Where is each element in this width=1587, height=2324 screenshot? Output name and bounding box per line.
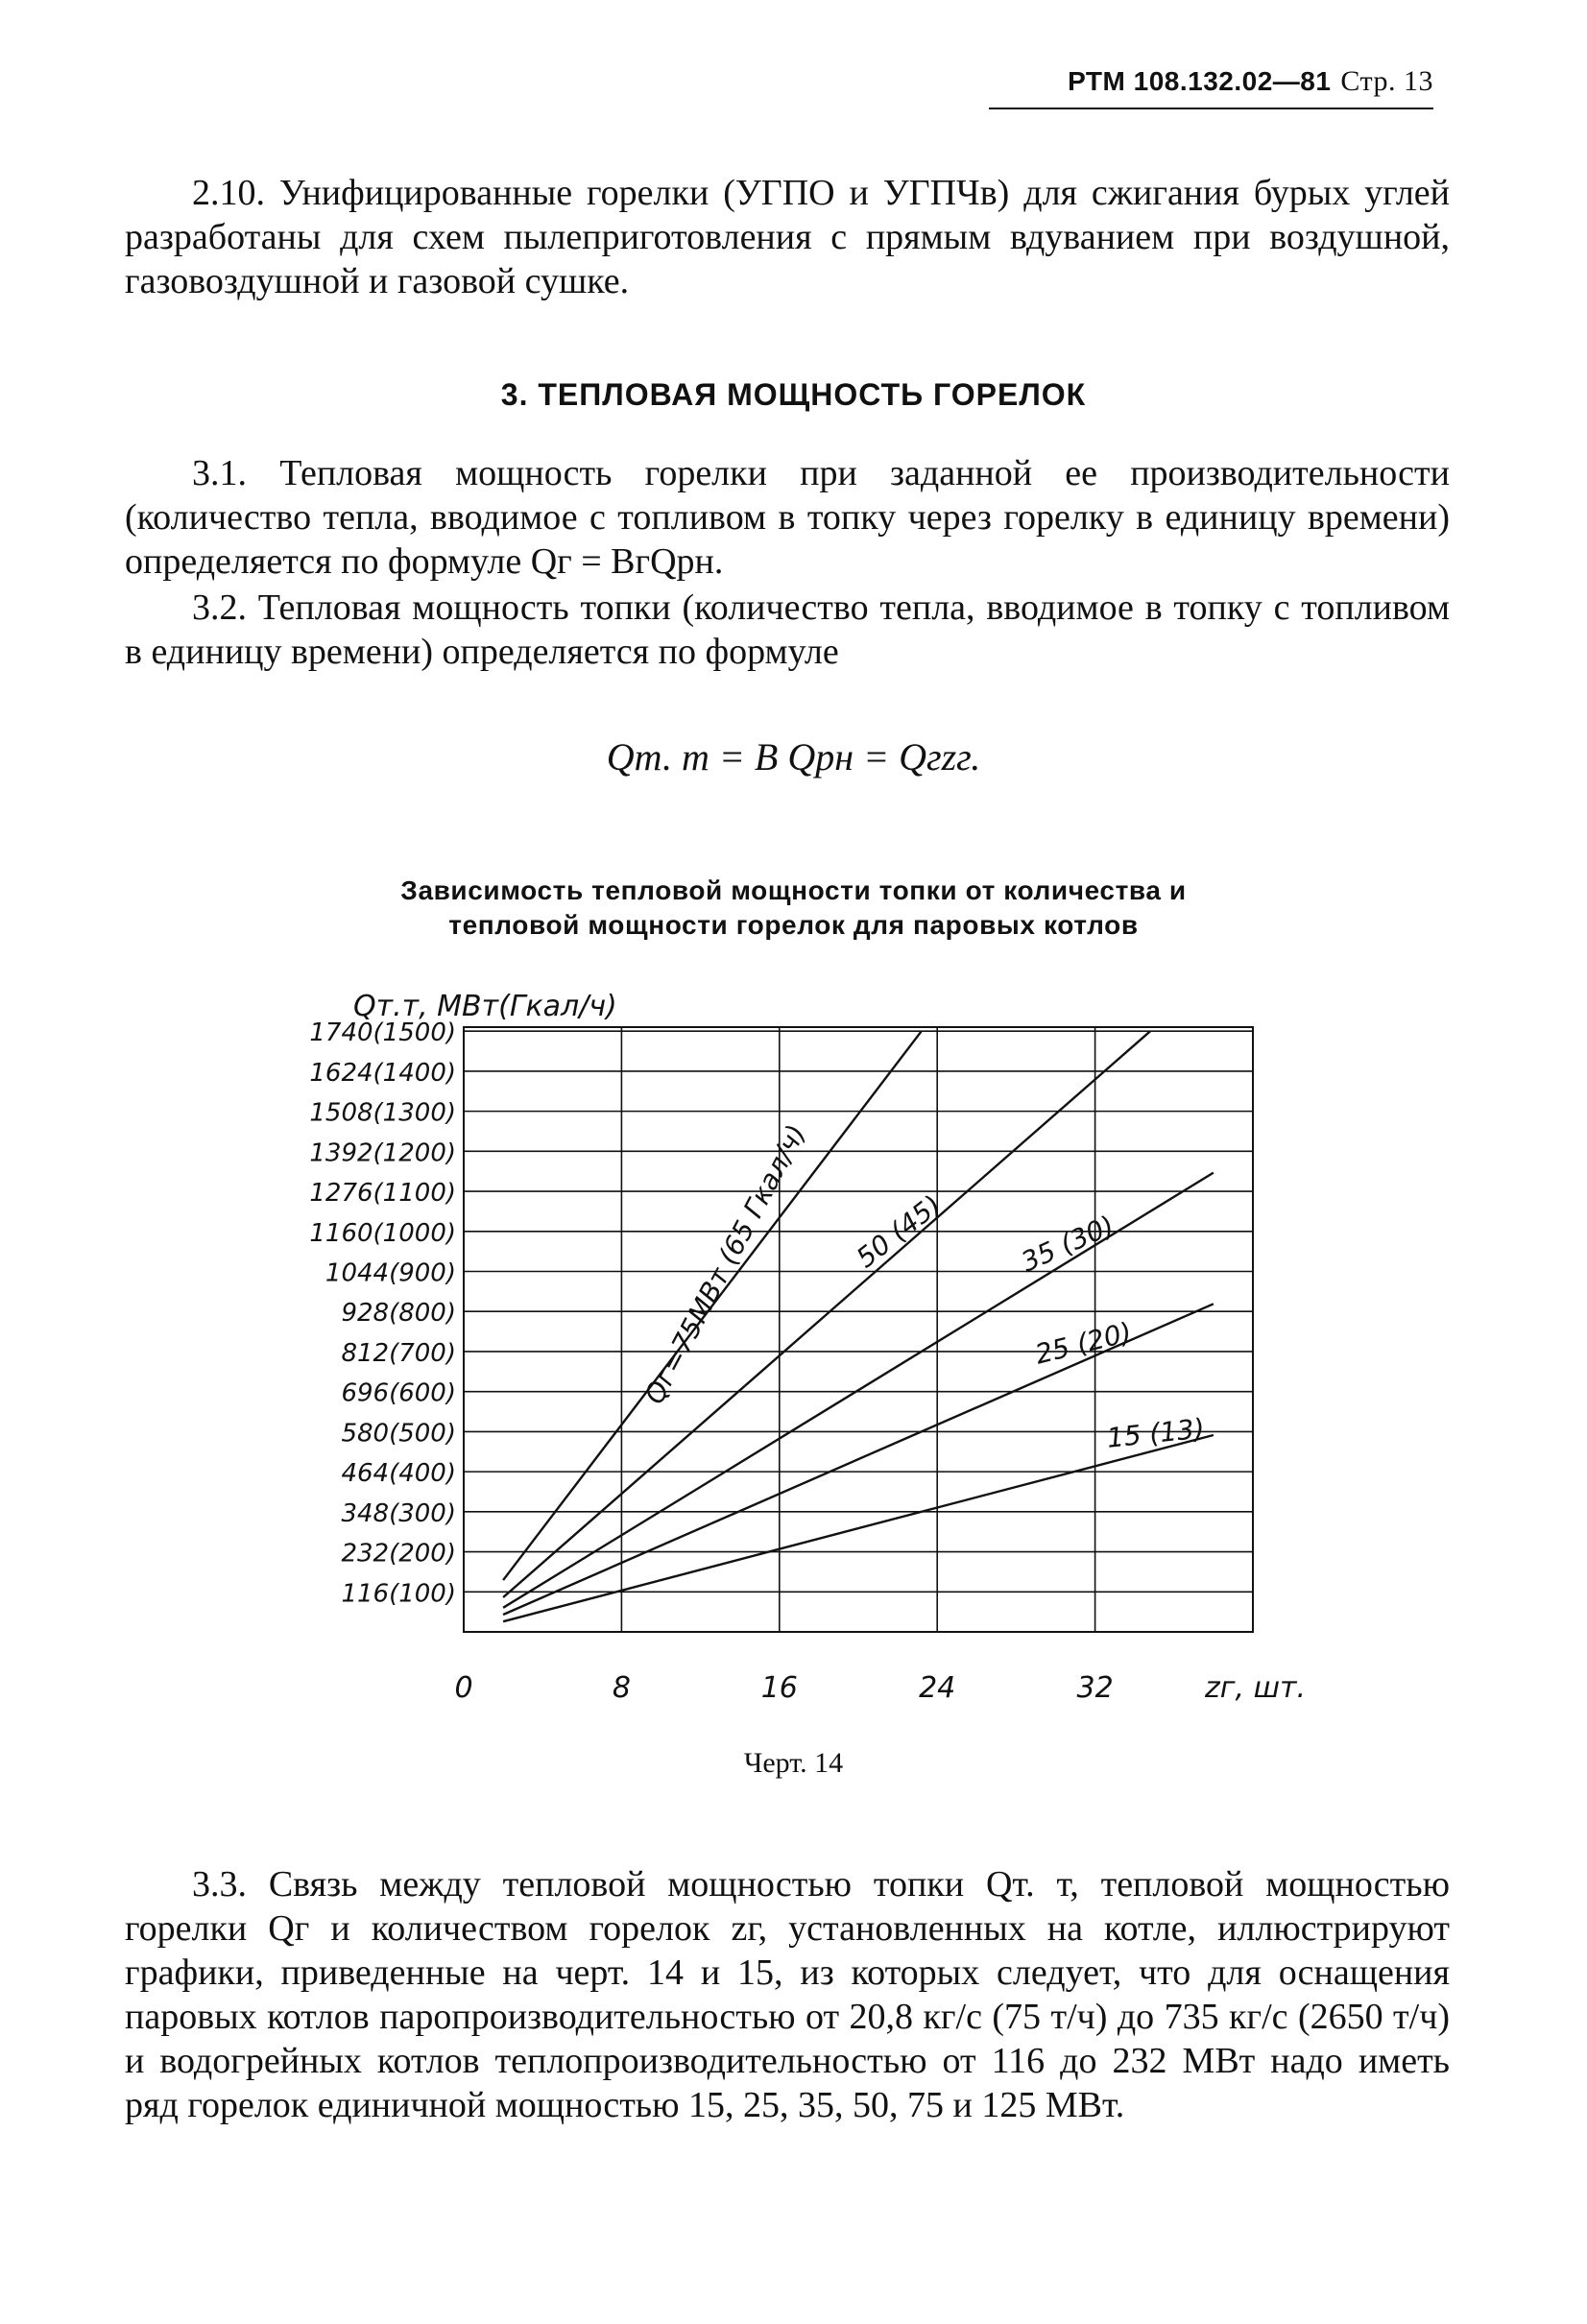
- paragraph-3-2: 3.2. Тепловая мощность топки (количество тепла, вводимое в топку с топливом в единицу времени) определяется по формуле: [125, 587, 1450, 672]
- x-tick-labels: [454, 1671, 1113, 1705]
- x-tick-label: 16: [760, 1671, 798, 1705]
- y-tick-label: 232(200): [341, 1539, 456, 1569]
- y-tick-label: 1044(900): [325, 1258, 456, 1288]
- y-tick-label: 928(800): [341, 1299, 456, 1329]
- series-label: Qг=75МВт (65 Гкал/ч): [637, 1119, 813, 1409]
- series-label: 25 (20): [1031, 1316, 1135, 1371]
- y-tick-label: 696(600): [341, 1378, 456, 1408]
- series-label: 35 (30): [1016, 1209, 1119, 1279]
- y-tick-labels: [309, 1018, 456, 1608]
- page-header: [1068, 65, 1433, 98]
- page-number: Стр. 13: [1340, 65, 1433, 97]
- x-tick-label: 32: [1076, 1671, 1114, 1705]
- y-axis-label: Qт.т, МВт(Гкал/ч): [353, 990, 617, 1023]
- y-tick-label: 580(500): [341, 1419, 456, 1449]
- header-rule: [989, 108, 1433, 109]
- y-tick-label: 348(300): [341, 1498, 456, 1528]
- x-axis-label: zг, шт.: [1205, 1671, 1307, 1705]
- chart-title: Зависимость тепловой мощности топки от количества и тепловой мощности горелок для паровых котлов: [400, 875, 1187, 940]
- y-tick-label: 1160(1000): [309, 1218, 456, 1248]
- chart-svg: [0, 960, 1587, 1709]
- y-tick-label: 116(100): [341, 1579, 456, 1609]
- y-tick-label: 1508(1300): [309, 1098, 456, 1128]
- x-tick-label: 0: [454, 1671, 473, 1705]
- paragraph-2-10: 2.10. Унифицированные горелки (УГПО и УГПЧв) для сжигания бурых углей разработаны для схем пылеприготовления с прямым вдуванием при воздушной, газовоздушной и газовой сушке.: [125, 173, 1450, 301]
- series-label: 50 (45): [850, 1188, 948, 1275]
- document-code: РТМ 108.132.02—81: [1068, 66, 1332, 96]
- series-label: 15 (13): [1105, 1412, 1207, 1454]
- y-tick-label: 812(700): [341, 1338, 456, 1368]
- y-tick-label: 1740(1500): [309, 1018, 456, 1048]
- y-tick-label: 1624(1400): [309, 1058, 456, 1088]
- y-tick-label: 1276(1100): [309, 1179, 456, 1209]
- series-line: [503, 1435, 1214, 1621]
- paragraph-3-1: 3.1. Тепловая мощность горелки при заданной ее производительности (количество тепла, вводимое с топливом в топку через горелку в единицу времени) определяется по формуле Qг = BгQрн.: [125, 453, 1450, 582]
- x-tick-label: 8: [612, 1671, 631, 1705]
- chart-grid: [464, 1027, 1253, 1632]
- y-tick-label: 1392(1200): [309, 1138, 456, 1168]
- paragraph-3-3: 3.3. Связь между тепловой мощностью топки Qт. т, тепловой мощностью горелки Qг и количеством горелок zг, установленных на котле, иллюстрируют графики, приведенные на черт. 14 и 15, из которых следует, что для оснащения паровых котлов паропроизводительностью от 20,8 кг/с (75 т/ч) до 735 кг/с (2650 т/ч) и водогрейных котлов теплопроизводительностью от 116 до 232 МВт надо иметь ряд горелок единичной мощностью 15, 25, 35, 50, 75 и 125 МВт.: [125, 1864, 1450, 2125]
- figure-caption: Черт. 14: [743, 1747, 844, 1779]
- plot-frame: [464, 1027, 1253, 1632]
- formula: Qт. т = B Qрн = Qгzг.: [606, 735, 981, 779]
- y-tick-label: 464(400): [341, 1459, 456, 1489]
- section-title: 3. ТЕПЛОВАЯ МОЩНОСТЬ ГОРЕЛОК: [500, 377, 1087, 412]
- x-tick-label: 24: [919, 1671, 956, 1705]
